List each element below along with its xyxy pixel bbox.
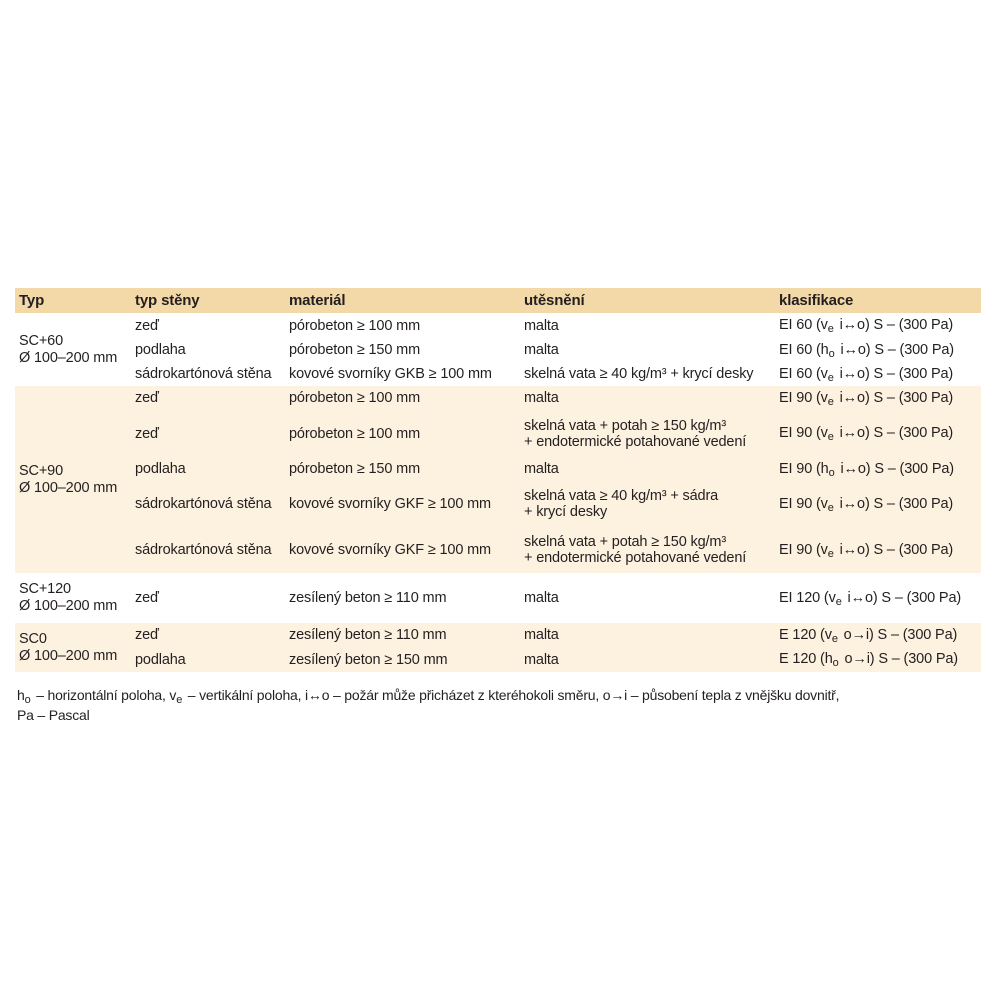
fire-classification-table-wrapper	[15, 288, 981, 672]
footnote-h-sub: o	[24, 694, 31, 706]
cell-sealing	[520, 410, 775, 457]
cls-pre: EI 90 (v	[779, 389, 828, 406]
group-cell-sc120	[15, 573, 131, 623]
group-cell-sc60	[15, 313, 131, 386]
cell-wall: podlaha	[135, 651, 186, 668]
cell-wall: zeď	[135, 627, 159, 643]
cls-post: i↔o) S – (300 Pa)	[843, 589, 962, 606]
cls-pre: EI 60 (h	[779, 341, 829, 358]
cls-post: o→i) S – (300 Pa)	[840, 651, 958, 667]
cls-sub: o	[828, 347, 835, 360]
cls-pre: EI 120 (v	[779, 589, 836, 606]
cls-pre: EI 90 (v	[779, 541, 828, 558]
cls-post: i↔o) S – (300 Pa)	[835, 495, 954, 512]
table-row	[15, 623, 981, 647]
cell-material: zesílený beton ≥ 110 mm	[289, 627, 447, 643]
cls-sub: o	[832, 657, 839, 669]
group-size: Ø 100–200 mm	[19, 598, 118, 614]
table-header-row	[15, 288, 981, 313]
header-sealing: utěsnění	[524, 292, 585, 309]
cell-material: kovové svorníky GKB ≥ 100 mm	[289, 366, 492, 382]
group-size: Ø 100–200 mm	[19, 349, 118, 366]
cell-classification	[775, 313, 981, 338]
cell-sealing: skelná vata ≥ 40 kg/m³ + krycí desky	[524, 366, 754, 382]
cls-post: i↔o) S – (300 Pa)	[835, 389, 954, 406]
cell-classification	[775, 457, 981, 481]
cell-classification	[775, 481, 981, 527]
table-row	[15, 386, 981, 410]
cell-wall: zeď	[135, 590, 159, 606]
cell-wall: podlaha	[135, 461, 186, 477]
cls-sub: e	[827, 323, 834, 335]
cls-post: i↔o) S – (300 Pa)	[836, 341, 954, 358]
cell-wall: zeď	[135, 390, 159, 406]
cell-sealing: malta	[524, 651, 559, 668]
cell-sealing-text: skelná vata + potah ≥ 150 kg/m³ + endotermické potahované vedení	[524, 534, 747, 566]
cls-sub: e	[831, 632, 838, 645]
table-row	[15, 457, 981, 481]
cls-sub: e	[835, 595, 842, 608]
group-cell-sc0	[15, 623, 131, 672]
cell-material: pórobeton ≥ 100 mm	[289, 317, 421, 334]
cls-post: i↔o) S – (300 Pa)	[835, 365, 954, 382]
cell-wall: zeď	[135, 317, 159, 334]
cell-classification	[775, 623, 981, 647]
footnote-v: v	[169, 687, 177, 703]
footnote-line-1	[17, 686, 982, 706]
cell-classification	[775, 386, 981, 410]
group-size: Ø 100–200 mm	[19, 479, 118, 496]
cls-sub: o	[828, 466, 835, 479]
cls-post: i↔o) S – (300 Pa)	[835, 425, 954, 441]
footnote-part1: – horizontální poloha,	[32, 687, 170, 703]
cls-pre: EI 60 (v	[779, 317, 828, 333]
cell-sealing	[520, 527, 775, 573]
cls-pre: EI 90 (v	[779, 495, 828, 512]
footnote-v-sub: e	[176, 694, 183, 706]
fire-classification-table	[15, 288, 981, 672]
cell-sealing-text: skelná vata + potah ≥ 150 kg/m³ + endotermické potahované vedení	[524, 417, 747, 450]
cell-sealing: malta	[524, 461, 559, 477]
cell-material: pórobeton ≥ 150 mm	[289, 461, 421, 477]
cls-post: i↔o) S – (300 Pa)	[835, 317, 954, 333]
table-row	[15, 313, 981, 338]
cell-material: zesílený beton ≥ 110 mm	[289, 590, 447, 606]
cls-sub: e	[827, 501, 834, 514]
cls-sub: e	[827, 371, 834, 384]
cls-pre: EI 90 (v	[779, 425, 828, 441]
cls-post: i↔o) S – (300 Pa)	[836, 460, 954, 477]
table-row	[15, 338, 981, 362]
table-row	[15, 527, 981, 573]
table-footnote	[17, 686, 982, 724]
header-typ: Typ	[19, 292, 45, 309]
cell-sealing: malta	[524, 590, 559, 606]
cell-classification	[775, 362, 981, 386]
table-row	[15, 410, 981, 457]
cell-sealing	[520, 481, 775, 527]
table-row	[15, 362, 981, 386]
cell-material: pórobeton ≥ 100 mm	[289, 390, 421, 406]
footnote-line-2: Pa – Pascal	[17, 707, 90, 723]
cell-wall: podlaha	[135, 342, 186, 358]
table-row	[15, 573, 981, 623]
cls-pre: EI 90 (h	[779, 460, 829, 477]
cell-wall: sádrokartónová stěna	[135, 366, 272, 382]
cell-classification	[775, 410, 981, 457]
cell-classification	[775, 647, 981, 672]
cell-sealing-text: skelná vata ≥ 40 kg/m³ + sádra + krycí desky	[524, 488, 719, 520]
cls-pre: E 120 (v	[779, 626, 832, 643]
cell-sealing: malta	[524, 627, 559, 643]
cell-material: pórobeton ≥ 100 mm	[289, 425, 421, 442]
cell-classification	[775, 338, 981, 362]
group-type: SC0	[19, 630, 47, 647]
group-size: Ø 100–200 mm	[19, 647, 118, 664]
cls-pre: E 120 (h	[779, 651, 833, 667]
cell-sealing: malta	[524, 342, 559, 358]
cell-sealing: malta	[524, 317, 559, 334]
cell-material: pórobeton ≥ 150 mm	[289, 342, 421, 358]
group-cell-sc90	[15, 386, 131, 573]
header-material: materiál	[289, 292, 346, 309]
cell-wall: sádrokartónová stěna	[135, 496, 272, 512]
cell-material: kovové svorníky GKF ≥ 100 mm	[289, 542, 491, 558]
group-type: SC+120	[19, 581, 71, 597]
table-row	[15, 647, 981, 672]
header-classification: klasifikace	[779, 292, 854, 309]
cls-post: o→i) S – (300 Pa)	[839, 626, 958, 643]
cls-pre: EI 60 (v	[779, 365, 828, 382]
table-row	[15, 481, 981, 527]
group-type: SC+90	[19, 462, 63, 479]
cell-material: zesílený beton ≥ 150 mm	[289, 651, 448, 668]
footnote-h: h	[17, 687, 25, 703]
cls-sub: e	[827, 431, 834, 443]
cell-material: kovové svorníky GKF ≥ 100 mm	[289, 496, 491, 512]
cls-post: i↔o) S – (300 Pa)	[835, 541, 954, 558]
cell-wall: sádrokartónová stěna	[135, 542, 272, 558]
cell-classification	[775, 527, 981, 573]
group-type: SC+60	[19, 332, 63, 349]
cell-sealing: malta	[524, 390, 559, 406]
cell-classification	[775, 573, 981, 623]
cls-sub: e	[827, 547, 834, 560]
cell-wall: zeď	[135, 425, 159, 442]
footnote-part2: – vertikální poloha, i↔o – požár může přicházet z kteréhokoli směru, o→i – působení tepla z vnějšku dovnitř,	[184, 687, 840, 703]
cls-sub: e	[827, 395, 834, 408]
header-wall-type: typ stěny	[135, 292, 200, 309]
